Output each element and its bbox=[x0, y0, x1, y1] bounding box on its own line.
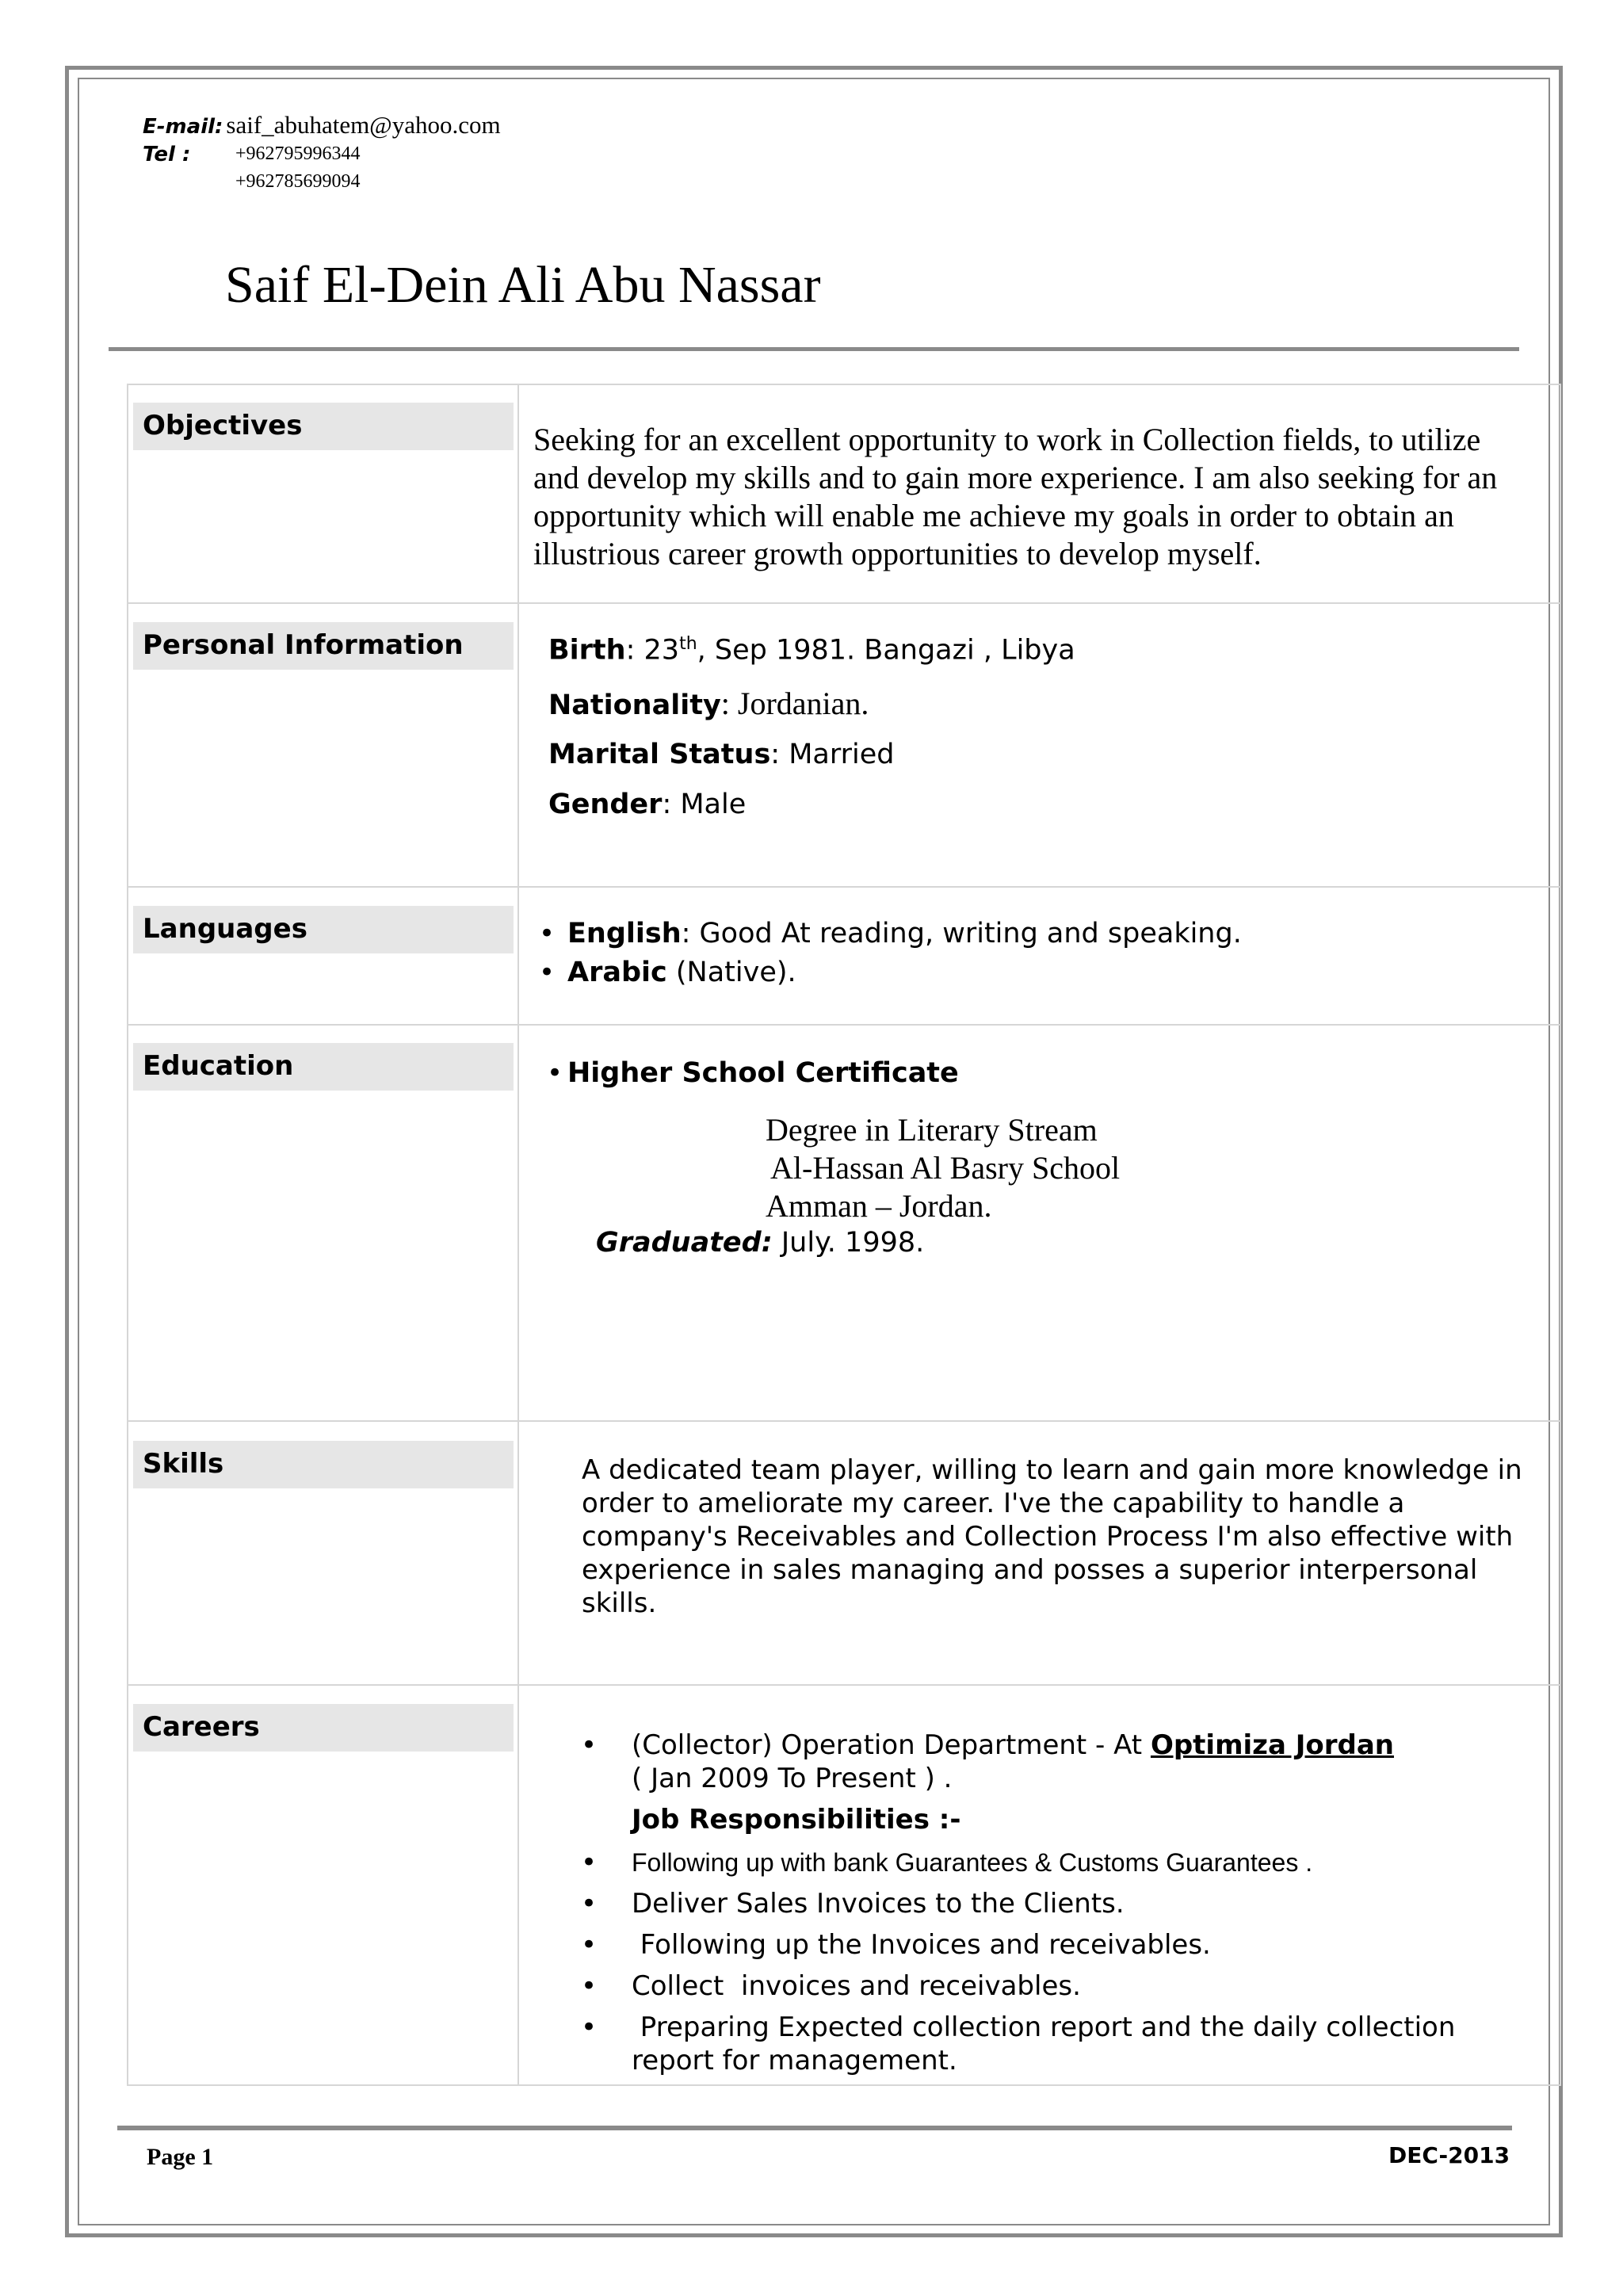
bullet: • bbox=[547, 1057, 563, 1089]
candidate-name: Saif El-Dein Ali Abu Nassar bbox=[225, 256, 821, 314]
language-detail: (Native). bbox=[666, 957, 796, 988]
bullet: • bbox=[581, 1888, 598, 1920]
phone-1: +962795996344 bbox=[235, 143, 361, 164]
bullet: • bbox=[581, 1729, 598, 1761]
career-position bbox=[632, 1729, 1394, 1761]
education-school: Al-Hassan Al Basry School bbox=[770, 1150, 1121, 1186]
birth-day: : 23 bbox=[625, 634, 680, 667]
document-date: DEC-2013 bbox=[1388, 2142, 1510, 2168]
language-name: English bbox=[567, 918, 682, 949]
company-name: Optimiza Jordan bbox=[1150, 1729, 1394, 1761]
bullet: • bbox=[581, 1970, 598, 2002]
bullet: • bbox=[539, 918, 556, 949]
bullet: • bbox=[539, 957, 556, 988]
table-bottom-border bbox=[127, 2084, 1561, 2086]
email-label: E-mail: bbox=[143, 115, 223, 139]
phone-2: +962785699094 bbox=[235, 171, 361, 192]
nationality-label: Nationality bbox=[548, 690, 721, 721]
language-name: Arabic bbox=[567, 957, 667, 988]
section-label-personal-information: Personal Information bbox=[133, 622, 514, 670]
graduated-value: July. 1998. bbox=[772, 1227, 925, 1259]
header-divider bbox=[109, 347, 1519, 351]
career-period: ( Jan 2009 To Present ) . bbox=[632, 1763, 953, 1794]
education-title: Higher School Certificate bbox=[567, 1057, 959, 1089]
responsibility-item: Deliver Sales Invoices to the Clients. bbox=[632, 1888, 1125, 1920]
marital-value: : Married bbox=[770, 739, 895, 770]
footer-divider bbox=[117, 2126, 1512, 2130]
skills-line: A dedicated team player, willing to learn and gain more knowledge in bbox=[582, 1454, 1522, 1486]
language-item bbox=[567, 918, 1242, 949]
bullet: • bbox=[581, 2011, 598, 2043]
gender-label: Gender bbox=[548, 789, 663, 820]
section-label-languages: Languages bbox=[133, 906, 514, 953]
nationality-value: : Jordanian. bbox=[720, 686, 869, 721]
responsibility-continuation: report for management. bbox=[632, 2045, 957, 2076]
responsibility-item: Preparing Expected collection report and the daily collection bbox=[632, 2011, 1456, 2043]
objectives-line: illustrious career growth opportunities to develop myself. bbox=[533, 536, 1262, 571]
objectives-line: opportunity which will enable me achieve my goals in order to obtain an bbox=[533, 498, 1454, 533]
section-label-skills: Skills bbox=[133, 1441, 514, 1488]
skills-line: company's Receivables and Collection Process I'm also effective with bbox=[582, 1521, 1514, 1553]
page-number: Page 1 bbox=[147, 2144, 214, 2170]
row-divider bbox=[127, 1684, 1561, 1686]
responsibility-item: Following up the Invoices and receivables. bbox=[632, 1929, 1211, 1961]
tel-label: Tel : bbox=[143, 143, 191, 166]
nationality-row bbox=[548, 685, 869, 723]
tel-label-row bbox=[143, 143, 190, 166]
gender-row bbox=[548, 789, 746, 820]
row-divider bbox=[127, 1024, 1561, 1026]
email-row bbox=[143, 111, 501, 139]
row-divider bbox=[127, 602, 1561, 604]
table-column-divider bbox=[517, 384, 519, 2086]
language-item bbox=[567, 957, 796, 988]
language-detail: : Good At reading, writing and speaking. bbox=[681, 918, 1242, 949]
section-label-careers: Careers bbox=[133, 1704, 514, 1752]
row-divider bbox=[127, 886, 1561, 888]
email-value: saif_abuhatem@yahoo.com bbox=[226, 111, 501, 139]
skills-line: experience in sales managing and posses a superior interpersonal bbox=[582, 1554, 1478, 1586]
responsibility-item: Following up with bank Guarantees & Customs Guarantees . bbox=[632, 1848, 1313, 1877]
marital-label: Marital Status bbox=[548, 739, 771, 770]
objectives-line: Seeking for an excellent opportunity to work in Collection fields, to utilize bbox=[533, 422, 1481, 457]
responsibility-item: Collect invoices and receivables. bbox=[632, 1970, 1081, 2002]
bullet: • bbox=[581, 1847, 598, 1878]
education-location: Amman – Jordan. bbox=[766, 1188, 992, 1224]
birth-row bbox=[548, 634, 1075, 667]
gender-value: : Male bbox=[662, 789, 747, 820]
education-degree: Degree in Literary Stream bbox=[766, 1112, 1098, 1148]
skills-line: skills. bbox=[582, 1587, 657, 1619]
table-top-border bbox=[127, 384, 1561, 385]
responsibilities-heading: Job Responsibilities :- bbox=[632, 1804, 961, 1836]
birth-label: Birth bbox=[548, 634, 626, 667]
career-position-text: (Collector) Operation Department - At bbox=[632, 1729, 1151, 1761]
graduated-row bbox=[596, 1227, 924, 1259]
table-left-border bbox=[127, 384, 128, 2086]
table-right-border bbox=[1560, 384, 1561, 2086]
row-divider bbox=[127, 1420, 1561, 1422]
bullet: • bbox=[581, 1929, 598, 1961]
section-label-education: Education bbox=[133, 1043, 514, 1091]
birth-rest: , Sep 1981. Bangazi , Libya bbox=[697, 634, 1075, 667]
graduated-label: Graduated: bbox=[596, 1227, 773, 1259]
section-label-objectives: Objectives bbox=[133, 403, 514, 450]
birth-superscript: th bbox=[679, 634, 697, 654]
marital-row bbox=[548, 739, 894, 770]
objectives-line: and develop my skills and to gain more experience. I am also seeking for an bbox=[533, 460, 1498, 495]
skills-line: order to ameliorate my career. I've the capability to handle a bbox=[582, 1488, 1405, 1519]
